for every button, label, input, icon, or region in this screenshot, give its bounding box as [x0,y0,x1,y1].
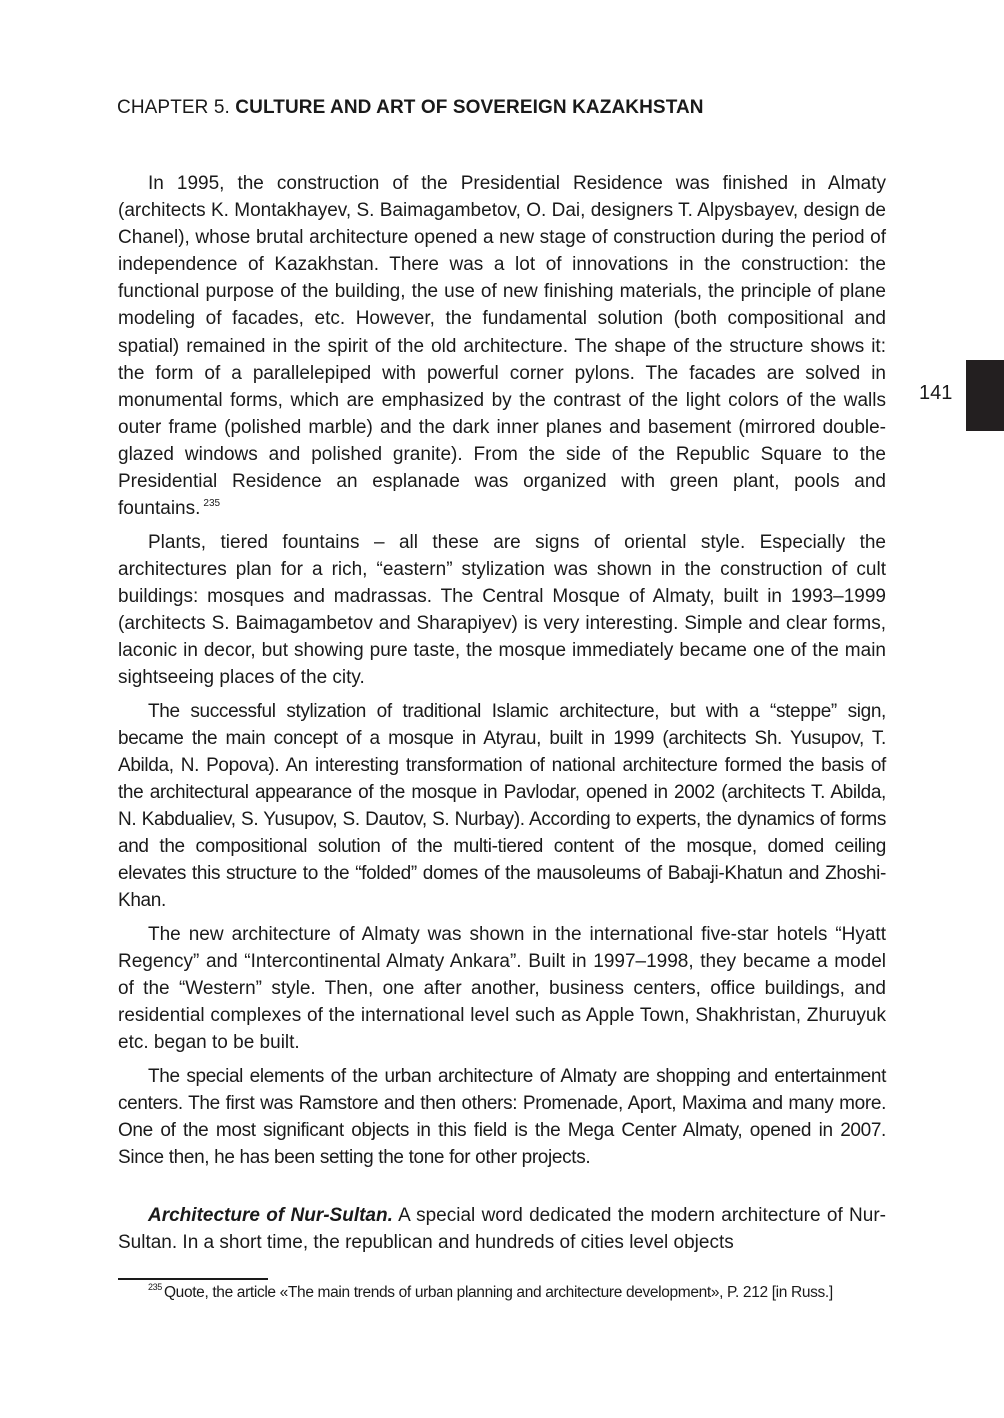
chapter-title: CULTURE AND ART OF SOVEREIGN KAZAKHSTAN [235,97,704,118]
footnote-text: Quote, the article «The main trends of urban planning and architecture development», P. 212 [in Russ.] [163,1284,833,1301]
paragraph [118,170,886,522]
running-head [117,97,704,119]
paragraph-text: Plants, tiered fountains – all these are signs of oriental style. Especially the architectures plan for a rich, “eastern” stylization was shown in the construction of cult buildings: mosques and madrassas. The Central Mosque of Almaty, built in 1993–1999 (architects S. Baimagambetov and Sharapiyev) is very interesting. Simple and clear forms, laconic in decor, but showing pure taste, the mosque immediately became one of the main sightseeing places of the city. [118,531,886,689]
paragraph [118,921,886,1056]
page-number: 141 [919,382,953,404]
section-text: A special word dedicated the modern architecture of Nur-Sultan. In a short time, the republican and hundreds of cities level objects [118,1205,886,1254]
paragraph-text: In 1995, the construction of the Presidential Residence was finished in Almaty (architects K. Montakhayev, S. Baimagambetov, O. Dai, designers T. Alpysbayev, design de Chanel), whose brutal architecture opened a new stage of construction during the period of independence of Kazakhstan. There was a lot of innovations in the construction: the functional purpose of the building, the use of new finishing materials, the principle of plane modeling of facades, etc. However, the fundamental solution (both compositional and spatial) remained in the spirit of the old architecture. The shape of the structure shows it: the form of a parallelepiped with powerful corner pylons. The facades are solved in monumental forms, which are emphasized by the contrast of the light colors of the walls outer frame (polished marble) and the dark inner planes and basement (mirrored double-glazed windows and polished granite). From the side of the Republic Square to the Presidential Residence an esplanade was organized with green plant, pools and fountains. [118,173,886,520]
footnote-separator [118,1278,268,1280]
paragraph-text: The new architecture of Almaty was shown in the international five-star hotels “Hyatt Regency” and “Intercontinental Almaty Ankara”. Built in 1997–1998, they became a model of the “Western” style. Then, one after another, business centers, office buildings, and residential complexes of the international level such as Apple Town, Shakhristan, Zhuruyuk etc. began to be built. [118,924,886,1054]
body-text [118,170,886,1263]
paragraph [118,698,886,915]
footnote-number: 235 [148,1282,162,1292]
chapter-label: CHAPTER 5. [117,97,236,118]
thumb-tab [966,360,1004,431]
footnote [148,1284,833,1302]
paragraph [118,529,886,692]
footnote-reference[interactable]: 235 [203,498,221,510]
paragraph-text: The successful stylization of traditional Islamic architecture, but with a “steppe” sign, became the main concept of a mosque in Atyrau, built in 1999 (architects Sh. Yusupov, T. Abilda, N. Popova). An interesting transformation of national architecture formed the basis of the architectural appearance of the mosque in Pavlodar, opened in 2002 (architects T. Abilda, N. Kabdualiev, S. Yusupov, S. Dautov, S. Nurbay). According to experts, the dynamics of forms and the compositional solution of the multi-tiered content of the mosque, domed ceiling elevates this structure to the “folded” domes of the mausoleums of Babaji-Khatun and Zhoshi-Khan. [118,700,886,912]
section-paragraph [118,1202,886,1256]
paragraph [118,1063,886,1171]
section-heading: Architecture of Nur-Sultan. [148,1205,393,1227]
paragraph-text: The special elements of the urban architecture of Almaty are shopping and entertainment centers. The first was Ramstore and then others: Promenade, Aport, Maxima and many more. One of the most significant objects in this field is the Mega Center Almaty, opened in 2007. Since then, he has been setting the tone for other projects. [118,1066,886,1169]
